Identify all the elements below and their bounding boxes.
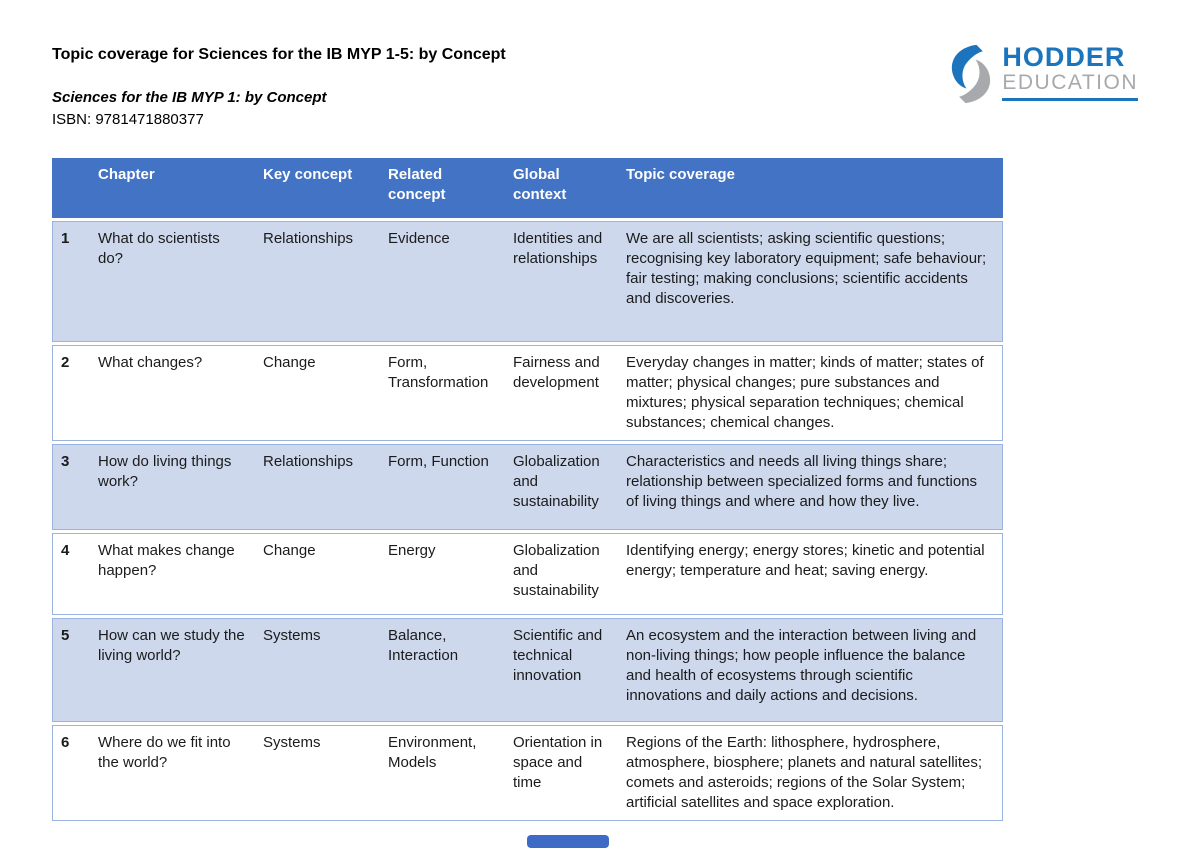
hodder-education-logo: [948, 44, 1138, 104]
chapter-title: What makes change happen?: [90, 533, 255, 615]
topic-coverage-cell: An ecosystem and the interaction between living and non-living things; how people influence the balance and health of ecosystems through scientific innovations and daily actions and decisions.: [618, 618, 1003, 722]
global-context-cell: Orientation in space and time: [505, 725, 618, 821]
topic-coverage-cell: Characteristics and needs all living things share; relationship between specialized forms and functions of living things and where and how they live.: [618, 444, 1003, 530]
related-concept-cell: Form, Transformation: [380, 345, 505, 441]
table-row: [52, 345, 1003, 441]
topic-coverage-cell: Regions of the Earth: lithosphere, hydrosphere, atmosphere, biosphere; planets and natural satellites; comets and asteroids; regions of the Solar System; artificial satellites and space exploration.: [618, 725, 1003, 821]
related-concept-cell: Evidence: [380, 221, 505, 342]
chapter-number: 3: [52, 444, 90, 530]
header-number: [52, 158, 90, 218]
header-global-context: Global context: [505, 158, 618, 218]
chapter-title: How can we study the living world?: [90, 618, 255, 722]
table-row: [52, 533, 1003, 615]
header-topic-coverage: Topic coverage: [618, 158, 1003, 218]
related-concept-cell: Form, Function: [380, 444, 505, 530]
global-context-cell: Fairness and development: [505, 345, 618, 441]
chapter-title: How do living things work?: [90, 444, 255, 530]
key-concept-cell: Relationships: [255, 444, 380, 530]
table-row: [52, 725, 1003, 821]
logo-name: HODDER: [1002, 42, 1126, 72]
chapter-number: 1: [52, 221, 90, 342]
header-key-concept: Key concept: [255, 158, 380, 218]
topic-coverage-cell: We are all scientists; asking scientific questions; recognising key laboratory equipment; safe behaviour; fair testing; making conclusions; scientific accidents and discoveries.: [618, 221, 1003, 342]
global-context-cell: Globalization and sustainability: [505, 533, 618, 615]
topic-coverage-cell: Identifying energy; energy stores; kinetic and potential energy; temperature and heat; saving energy.: [618, 533, 1003, 615]
topic-coverage-cell: Everyday changes in matter; kinds of matter; states of matter; physical changes; pure substances and mixtures; physical separation techniques; chemical substances; chemical changes.: [618, 345, 1003, 441]
topic-coverage-table: [52, 155, 1003, 824]
chapter-number: 6: [52, 725, 90, 821]
page-title: Topic coverage for Sciences for the IB MYP 1-5: by Concept: [52, 46, 506, 63]
header-chapter: Chapter: [90, 158, 255, 218]
chapter-number: 2: [52, 345, 90, 441]
chapter-number: 4: [52, 533, 90, 615]
isbn-line: ISBN: 9781471880377: [52, 111, 204, 128]
logo-text-block: [1002, 44, 1138, 101]
logo-subname: EDUCATION: [1002, 71, 1138, 94]
key-concept-cell: Change: [255, 345, 380, 441]
table-header-row: [52, 158, 1003, 218]
book-title: Sciences for the IB MYP 1: by Concept: [52, 89, 327, 106]
key-concept-cell: Change: [255, 533, 380, 615]
chapter-title: What do scientists do?: [90, 221, 255, 342]
global-context-cell: Scientific and technical innovation: [505, 618, 618, 722]
chapter-title: Where do we fit into the world?: [90, 725, 255, 821]
table-row: [52, 221, 1003, 342]
table-body: [52, 221, 1003, 821]
global-context-cell: Identities and relationships: [505, 221, 618, 342]
key-concept-cell: Systems: [255, 618, 380, 722]
chapter-number: 5: [52, 618, 90, 722]
related-concept-cell: Environment, Models: [380, 725, 505, 821]
table-row: [52, 618, 1003, 722]
chapter-title: What changes?: [90, 345, 255, 441]
header-related-concept: Related concept: [380, 158, 505, 218]
global-context-cell: Globalization and sustainability: [505, 444, 618, 530]
related-concept-cell: Balance, Interaction: [380, 618, 505, 722]
table-row: [52, 444, 1003, 530]
horizontal-scrollbar-thumb[interactable]: [527, 835, 609, 848]
hodder-logo-icon: [948, 44, 994, 104]
key-concept-cell: Systems: [255, 725, 380, 821]
related-concept-cell: Energy: [380, 533, 505, 615]
key-concept-cell: Relationships: [255, 221, 380, 342]
